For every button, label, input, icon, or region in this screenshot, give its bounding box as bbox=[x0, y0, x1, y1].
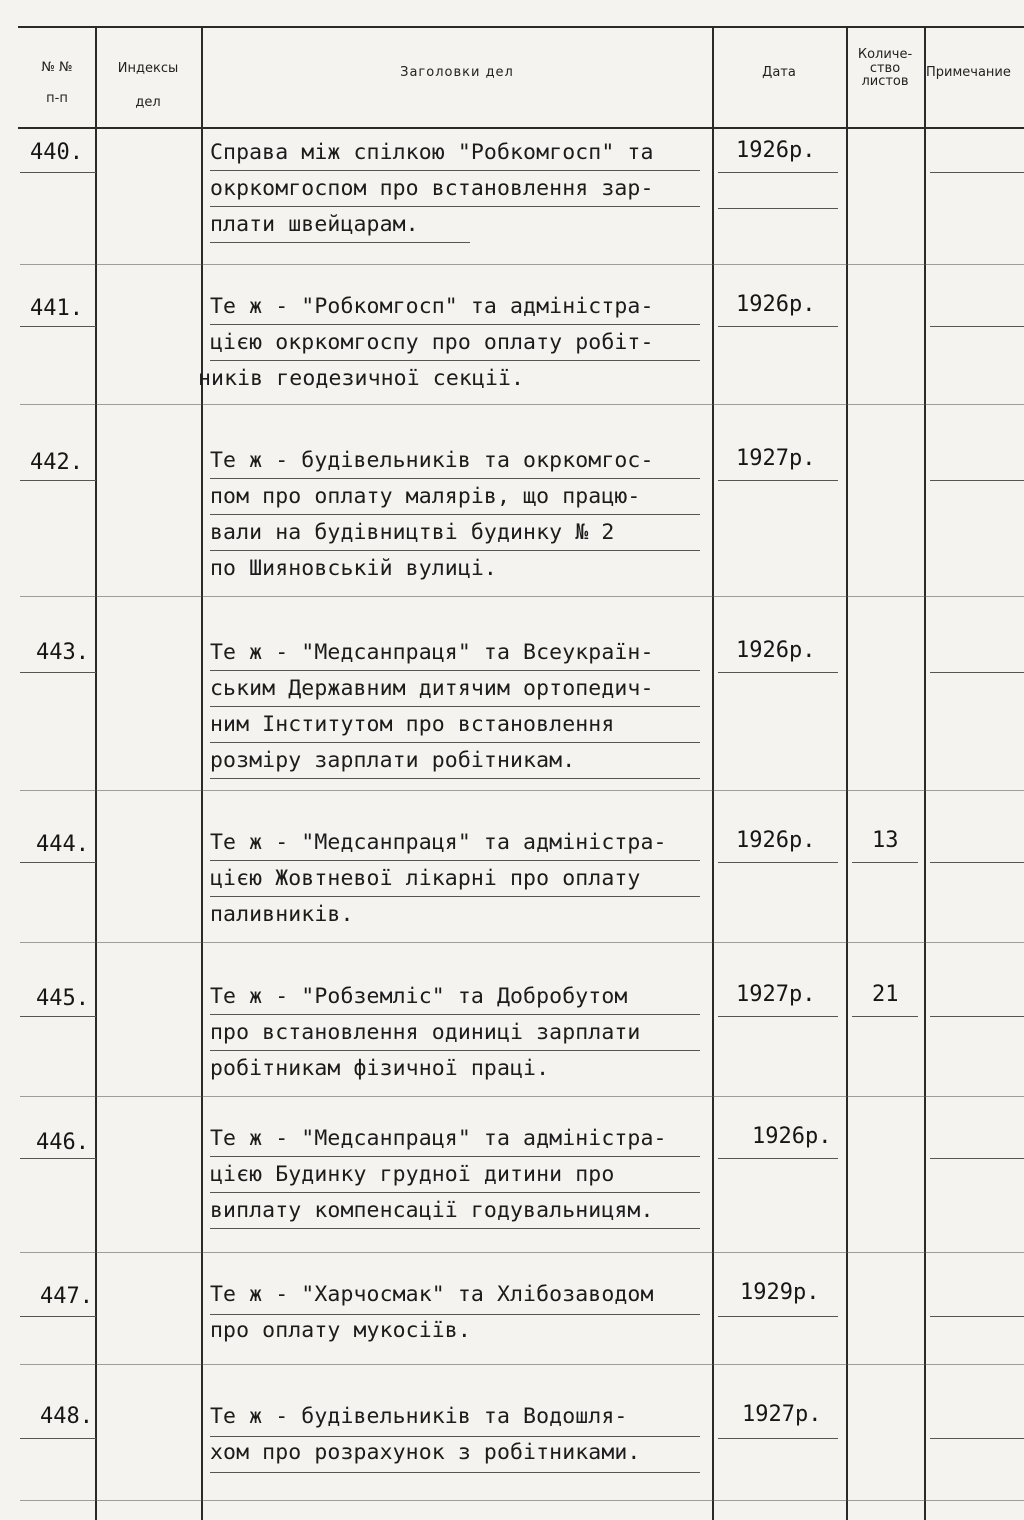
spacer-rule bbox=[20, 1096, 1024, 1097]
underline bbox=[20, 480, 96, 481]
underline bbox=[718, 1158, 838, 1159]
underline bbox=[930, 862, 1024, 863]
row-number: 441. bbox=[30, 296, 83, 321]
row-sheet-count: 13 bbox=[872, 828, 899, 853]
title-line: цією окркомгоспу про оплату робіт- bbox=[210, 330, 654, 355]
underline bbox=[930, 1316, 1024, 1317]
spacer-rule bbox=[20, 942, 1024, 943]
underline bbox=[718, 672, 838, 673]
underline bbox=[930, 326, 1024, 327]
column-divider bbox=[201, 28, 203, 1520]
row-number: 447. bbox=[40, 1284, 93, 1309]
spacer-rule bbox=[20, 404, 1024, 405]
underline bbox=[210, 1228, 700, 1229]
header-bottom-border bbox=[18, 127, 1024, 129]
row-number: 444. bbox=[36, 832, 89, 857]
underline bbox=[210, 1050, 700, 1051]
title-line: Те ж - "Робкомгосп" та адміністра- bbox=[210, 294, 654, 319]
underline bbox=[718, 1316, 838, 1317]
header-col-title: Заголовки дел bbox=[400, 65, 514, 80]
underline bbox=[20, 1158, 96, 1159]
title-line: пом про оплату малярів, що працю- bbox=[210, 484, 641, 509]
title-line: Те ж - будівельників та Водошля- bbox=[210, 1404, 628, 1429]
title-line: про оплату мукосіїв. bbox=[210, 1318, 471, 1343]
row-sheet-count: 21 bbox=[872, 982, 899, 1007]
underline bbox=[718, 172, 838, 173]
underline bbox=[852, 862, 918, 863]
underline bbox=[930, 1438, 1024, 1439]
title-line: цією Жовтневої лікарні про оплату bbox=[210, 866, 641, 891]
title-line: по Шияновській вулиці. bbox=[210, 556, 497, 581]
title-line: Те ж - "Медсанпраця" та адміністра- bbox=[210, 830, 667, 855]
title-line: розміру зарплати робітникам. bbox=[210, 748, 576, 773]
underline bbox=[718, 208, 838, 209]
header-col-note: Примечание bbox=[926, 65, 1011, 80]
row-date: 1926р. bbox=[736, 828, 816, 853]
underline bbox=[718, 1016, 838, 1017]
row-date: 1927р. bbox=[736, 446, 816, 471]
title-line: хом про розрахунок з робітниками. bbox=[210, 1440, 641, 1465]
spacer-rule bbox=[20, 264, 1024, 265]
underline bbox=[852, 1016, 918, 1017]
row-number: 448. bbox=[40, 1404, 93, 1429]
underline bbox=[718, 326, 838, 327]
spacer-rule bbox=[20, 1252, 1024, 1253]
column-divider bbox=[712, 28, 714, 1520]
underline bbox=[20, 1316, 96, 1317]
title-line: вали на будівництві будинку № 2 bbox=[210, 520, 615, 545]
underline bbox=[930, 1158, 1024, 1159]
header-col-sheet-count: Количе- ство листов bbox=[857, 47, 913, 90]
underline bbox=[210, 706, 700, 707]
row-number: 443. bbox=[36, 640, 89, 665]
title-line: Те ж - будівельників та окркомгос- bbox=[210, 448, 654, 473]
row-date: 1927р. bbox=[736, 982, 816, 1007]
row-number: 445. bbox=[36, 986, 89, 1011]
row-date: 1926р. bbox=[736, 138, 816, 163]
title-line: Те ж - "Медсанпраця" та Всеукраїн- bbox=[210, 640, 654, 665]
underline bbox=[20, 1438, 96, 1439]
underline bbox=[210, 1192, 700, 1193]
underline bbox=[930, 1016, 1024, 1017]
row-number: 446. bbox=[36, 1130, 89, 1155]
underline bbox=[210, 1314, 700, 1315]
underline bbox=[20, 172, 96, 173]
row-number: 442. bbox=[30, 450, 83, 475]
title-line: робітникам фізичної праці. bbox=[210, 1056, 550, 1081]
title-line: ників геодезичної секції. bbox=[198, 366, 525, 391]
underline bbox=[210, 1014, 700, 1015]
title-line: Те ж - "Харчосмак" та Хлібозаводом bbox=[210, 1282, 654, 1307]
spacer-rule bbox=[20, 790, 1024, 791]
title-line: Те ж - "Робземліс" та Добробутом bbox=[210, 984, 628, 1009]
header-col-index: Индексы дел bbox=[117, 61, 179, 110]
underline bbox=[210, 860, 700, 861]
spacer-rule bbox=[20, 1364, 1024, 1365]
column-divider bbox=[846, 28, 848, 1520]
underline bbox=[210, 896, 700, 897]
underline bbox=[210, 1472, 700, 1473]
underline bbox=[210, 778, 700, 779]
underline bbox=[718, 480, 838, 481]
header-col-number: № № п-п bbox=[41, 60, 73, 107]
title-line: ським Державним дитячим ортопедич- bbox=[210, 676, 654, 701]
underline bbox=[210, 514, 700, 515]
column-divider bbox=[924, 28, 926, 1520]
underline bbox=[718, 1438, 838, 1439]
title-line: плати швейцарам. bbox=[210, 212, 419, 237]
underline bbox=[210, 1436, 700, 1437]
underline bbox=[210, 170, 700, 171]
underline bbox=[20, 326, 96, 327]
underline bbox=[210, 242, 470, 243]
underline bbox=[210, 478, 700, 479]
underline bbox=[930, 672, 1024, 673]
underline bbox=[210, 324, 700, 325]
row-date: 1926р. bbox=[736, 292, 816, 317]
title-line: про встановлення одиниці зарплати bbox=[210, 1020, 641, 1045]
spacer-rule bbox=[20, 596, 1024, 597]
underline bbox=[20, 1016, 96, 1017]
underline bbox=[20, 672, 96, 673]
row-date: 1927р. bbox=[742, 1402, 822, 1427]
underline bbox=[210, 670, 700, 671]
title-line: ним Інститутом про встановлення bbox=[210, 712, 615, 737]
underline bbox=[210, 742, 700, 743]
spacer-rule bbox=[20, 1500, 1024, 1501]
underline bbox=[718, 862, 838, 863]
underline bbox=[210, 360, 700, 361]
underline bbox=[20, 862, 96, 863]
title-line: цією Будинку грудної дитини про bbox=[210, 1162, 615, 1187]
header-col-date: Дата bbox=[762, 65, 796, 80]
underline bbox=[210, 550, 700, 551]
row-date: 1926р. bbox=[736, 638, 816, 663]
row-date: 1929р. bbox=[740, 1280, 820, 1305]
title-line: виплату компенсації годувальницям. bbox=[210, 1198, 654, 1223]
row-number: 440. bbox=[30, 140, 83, 165]
column-divider bbox=[95, 28, 97, 1520]
title-line: Справа між спілкою "Робкомгосп" та bbox=[210, 140, 654, 165]
underline bbox=[210, 1156, 700, 1157]
row-date: 1926р. bbox=[752, 1124, 832, 1149]
title-line: Те ж - "Медсанпраця" та адміністра- bbox=[210, 1126, 667, 1151]
underline bbox=[930, 480, 1024, 481]
underline bbox=[930, 172, 1024, 173]
title-line: окркомгоспом про встановлення зар- bbox=[210, 176, 654, 201]
table-top-border bbox=[18, 26, 1024, 28]
title-line: паливників. bbox=[210, 902, 354, 927]
underline bbox=[210, 206, 700, 207]
